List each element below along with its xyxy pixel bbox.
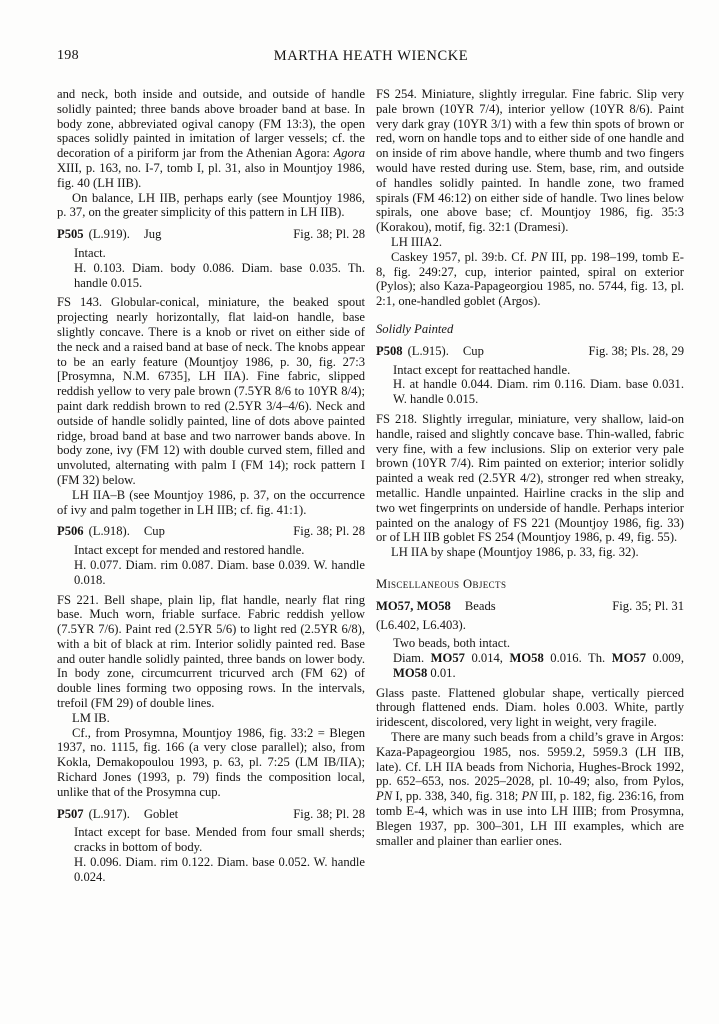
left-column [57,87,365,885]
entry-comparanda [376,730,684,848]
entry-header-p508 [376,344,684,359]
running-header [57,48,685,66]
entry-figure-plate-ref: Fig. 38; Pl. 28 [293,227,365,242]
text-run: III, p. 182, fig. 236:16, from tomb E-4, which was in use into LH IIIB; from Prosymna, Blegen 1937, pp. 300–301, LH III examples, which are smaller and plainer than earlier ones. [376,789,684,848]
entry-object-name: Jug [143,227,162,242]
entry-lot-number: (L.915). [407,343,449,358]
text-run: III, pp. 198–199, tomb E-8, fig. 249:27, cup, interior painted, spiral on exterior (Pylos); also Kaza-Papageorgiou 1985, no. 5744, fig. 13, pl. 2:1, one-handled goblet (Argos). [376,249,684,309]
entry-object-name: Cup [462,343,484,358]
text-run: 0.01. [427,665,456,680]
entry-dating: LH IIIA2. [391,234,443,249]
entry-condition: Intact except for reattached handle. [393,362,571,377]
entry-description: Glass paste. Flattened globular shape, vertically pierced through flattened ends. Diam. holes 0.003. White, partly iridescent, discolored, very light in weight, very fragile. [376,685,684,730]
entry-condition: Intact. [74,245,106,260]
bold-run: MO58 [393,665,428,680]
entry-figure-plate-ref: Fig. 38; Pl. 28 [293,806,365,821]
paragraph-dating-comment: On balance, LH IIB, perhaps early (see Mountjoy 1986, p. 37, on the greater simplicity of this pattern in LH IIB). [57,190,365,220]
italic-run: PN [531,249,548,264]
entry-lot-number-line: (L6.402, L6.403). [376,617,466,632]
right-column [376,87,684,885]
entry-header-p507 [57,807,365,822]
entry-object-name: Beads [464,598,496,613]
entry-description: FS 218. Slightly irregular, miniature, very shallow, laid-on handle, raised and slightly concave base. Thin-walled, fabric very fine, with a few inclusions. Slip on exterior very pale brown (10YR 7/4). Rim painted on exterior; interior solidly painted a weak red (2.5YR 4/2), stronger red when streaky, metallic. Handle unpainted. Hairline cracks in the slip and two wet fingerprints on underside of handle. Perhaps interior painted on the analogy of FS 221 (Mountjoy 1986, fig. 33) or of LH IIB goblet FS 254 (Mountjoy 1986, p. 49, fig. 55). [376,411,684,545]
italic-run: PN [521,789,538,804]
entry-object-name: Cup [143,524,165,539]
entry-dating: LM IB. [72,710,110,725]
paragraph-continuation [57,87,365,191]
entry-dimensions: H. 0.103. Diam. body 0.086. Diam. base 0.035. Th. handle 0.015. [74,260,365,290]
italic-run: Agora [333,146,365,161]
entry-description: FS 143. Globular-conical, miniature, the beaked spout projecting nearly horizontally, flat laid-on handle, base slightly concave. There is a knob or rivet on either side of the neck and a raised band at base of neck. The knobs appear to be an early feature (Mountjoy 1986, p. 30, fig. 27:3 [Prosymna, N.M. 6735], LH IIA). Fine fabric, slipped reddish yellow to very pale brown (7.5YR 8/6 to 10YR 8/4); paint dark reddish brown to red (2.5YR 3/4–4/6). Neck and outside of handle solidly painted, line of dots above painted ridge, broad band at base and two narrower bands above. In body zone, ivy (FM 12) with double curved stem, filled and unvoluted, alternating with palm I (FM 14); rock pattern I (FM 32) below. [57,295,365,487]
entry-id: MO57, MO58 [376,598,451,613]
entry-id: P505 [57,227,84,242]
entry-condition: Two beads, both intact. [393,636,510,651]
entry-comparanda: Cf., from Prosymna, Mountjoy 1986, fig. 33:2 = Blegen 1937, no. 1115, fig. 166 (a very close parallel); also, from Kokla, Demakopoulou 1993, p. 63, pl. 7:25 (LM IB/IIA); Richard Jones (1993, p. 79) finds the composition local, unlike that of the Prosymna cup. [57,725,365,799]
entry-lot-number: (L.917). [88,806,130,821]
bold-run: MO58 [509,651,544,666]
entry-lot-number: (L.919). [88,227,130,242]
entry-header-mo57-mo58 [376,599,684,614]
entry-description-fs254: FS 254. Miniature, slightly irregular. Fine fabric. Slip very pale brown (10YR 7/4), interior yellow (10YR 8/6). Paint very dark gray (10YR 3/1) with a few thin spots of brown or red, worn on handle tops and to either side of one handle and on inside of rim above handle, where thumb and two fingers would have rested during use. Stem, base, rim, and outside of handles solidly painted. In handle zone, two framed spirals (FM 46:12) on either side of handle. Two lines below spirals, one above base; cf. Mountjoy 1986, fig. 35:3 (Korakou), motif, fig. 32:1 (Dramesi). [376,87,684,235]
entry-object-name: Goblet [143,806,179,821]
text-run: 0.009, [646,651,685,666]
entry-dimensions [376,651,684,681]
entry-header-p505 [57,227,365,242]
entry-id: P507 [57,806,84,821]
text-run: and neck, both inside and outside, and outside of handle solidly painted; three bands above broader band at base. In body zone, abbreviated ogival canopy (FM 13:3), the open spaces solidly painted in imitation of larger vessels; cf. the decoration of a piriform jar from the Athenian Agora: [57,87,365,161]
text-run: There are many such beads from a child’s grave in Argos: Kaza-Papageorgiou 1985, nos. 5959.2, 5959.3 (LH IIB, late). Cf. LH IIA beads from Nichoria, Hughes-Brock 1992, pp. 652–653, nos. 2025–2028, pl. 10-49; also, from Pylos, [376,730,684,789]
entry-condition: Intact except for mended and restored handle. [74,543,305,558]
two-column-text-block [57,87,685,885]
text-run: Diam. [393,651,431,666]
text-run: 0.016. Th. [543,651,612,666]
text-run: I, pp. 338, 340, fig. 318; [392,789,522,804]
bold-run: MO57 [611,651,646,666]
page-number: 198 [57,48,79,63]
text-run: 0.014, [464,651,510,666]
entry-comparanda [376,250,684,309]
entry-dating: LH IIA by shape (Mountjoy 1986, p. 33, fig. 32). [391,545,639,560]
entry-dating: LH IIA–B (see Mountjoy 1986, p. 37, on the occurrence of ivy and palm together in LH IIB; cf. fig. 41:1). [57,487,365,517]
entry-header-p506 [57,524,365,539]
entry-id: P508 [376,343,403,358]
entry-dimensions: H. 0.077. Diam. rim 0.087. Diam. base 0.039. W. handle 0.018. [74,557,365,587]
entry-lot-number: (L.918). [88,524,130,539]
entry-condition: Intact except for base. Mended from four small sherds; cracks in bottom of body. [74,825,365,855]
entry-figure-plate-ref: Fig. 38; Pl. 28 [293,524,365,539]
section-heading-solidly-painted: Solidly Painted [376,321,454,336]
running-header-title: MARTHA HEATH WIENCKE [273,48,469,64]
italic-run: PN [376,789,393,804]
entry-dimensions: H. at handle 0.044. Diam. rim 0.116. Diam. base 0.031. W. handle 0.015. [393,377,684,407]
text-run: Caskey 1957, pl. 39:b. Cf. [391,249,532,264]
entry-id: P506 [57,524,84,539]
section-heading-miscellaneous-objects: Miscellaneous Objects [376,576,507,591]
entry-description: FS 221. Bell shape, plain lip, flat handle, nearly flat ring base. Much worn, friable surface. Fabric reddish yellow (7.5YR 7/6). Paint red (2.5YR 5/6) to light red (2.5YR 6/8), with a bit of black at rim. Interior solidly painted red. Base and outer handle solidly painted, three bands on lower body. In body zone, circumcurrent tricurved arch (FM 62) of double lines forming two opposing rows. In the intervals, trefoil (FM 29) of double lines. [57,592,365,711]
entry-figure-plate-ref: Fig. 38; Pls. 28, 29 [588,343,684,358]
entry-dimensions: H. 0.096. Diam. rim 0.122. Diam. base 0.052. W. handle 0.024. [74,855,365,884]
text-run: XIII, p. 163, no. I-7, tomb I, pl. 31, also in Mountjoy 1986, fig. 40 (LH IIB). [57,160,365,190]
bold-run: MO57 [430,651,465,666]
entry-figure-plate-ref: Fig. 35; Pl. 31 [612,598,684,613]
